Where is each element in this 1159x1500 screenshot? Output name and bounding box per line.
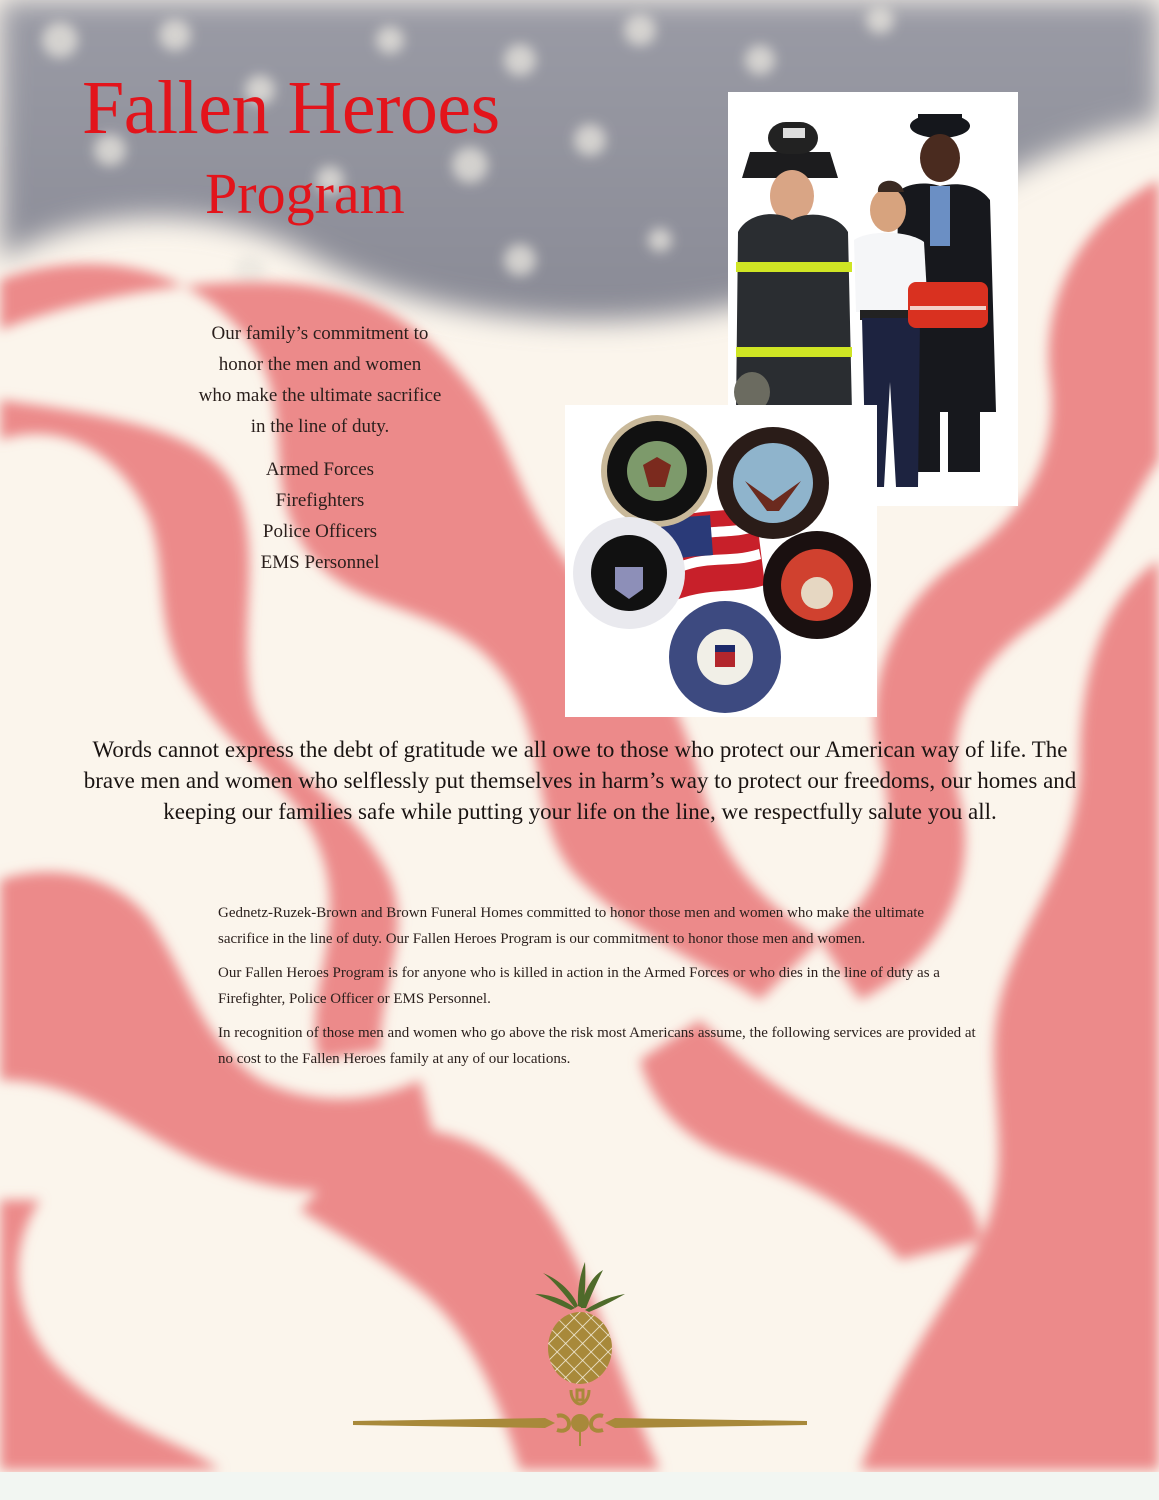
air-force-seal-icon (573, 517, 685, 629)
pineapple-ornament-icon (345, 1258, 815, 1448)
statement-line: in the line of duty. (250, 416, 390, 437)
page-title: Fallen Heroes (82, 66, 500, 150)
page-subtitle: Program (205, 161, 405, 226)
description-paragraph: In recognition of those men and women who go above the risk most Americans assume, the following services are provided at no cost to the Fallen Heroes family at any of our locations. (218, 1025, 976, 1067)
category-armed-forces: Armed Forces (265, 459, 375, 480)
military-seals-collage (565, 405, 877, 717)
description-paragraph: Gednetz-Ruzek-Brown and Brown Funeral Homes committed to honor those men and women who make the ultimate sacrifice in the line of duty. Our Fallen Heroes Program is our commitment to honor those men and women. (218, 905, 925, 947)
description-paragraph: Our Fallen Heroes Program is for anyone who is killed in action in the Armed Forces or who dies in the line of duty as a Firefighter, Police Officer or EMS Personnel. (218, 965, 940, 1007)
army-seal-icon (601, 415, 713, 527)
commitment-statement (160, 318, 480, 578)
category-ems-personnel: EMS Personnel (260, 552, 380, 573)
category-firefighters: Firefighters (275, 490, 365, 511)
statement-line: honor the men and women (218, 354, 422, 375)
program-description (218, 900, 978, 1080)
statement-line: who make the ultimate sacrifice (198, 385, 442, 406)
coast-guard-seal-icon (669, 601, 781, 713)
statement-line: Our family’s commitment to (211, 323, 429, 344)
navy-seal-icon (717, 427, 829, 539)
category-police-officers: Police Officers (262, 521, 378, 542)
gratitude-statement: Words cannot express the debt of gratitude we all owe to those who protect our American way of life. The brave men and women who selflessly put themselves in harm’s way to protect our freedoms, our homes and keeping our families safe while putting your life on the line, we respectfully salute you all. (83, 737, 1077, 824)
marine-corps-seal-icon (763, 531, 871, 639)
